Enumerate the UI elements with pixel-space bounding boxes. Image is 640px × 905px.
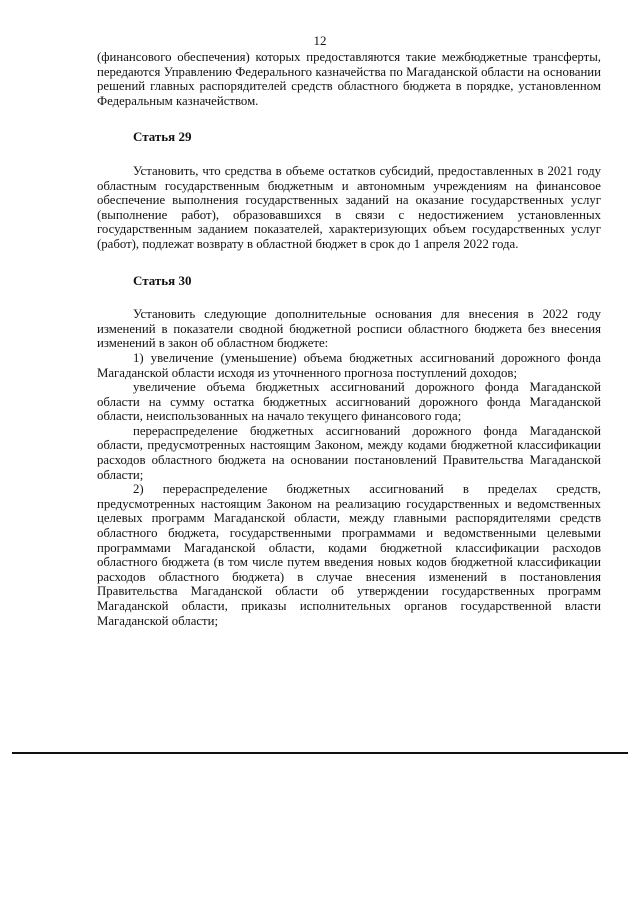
article-29-title: Статья 29 xyxy=(133,129,192,145)
document-body xyxy=(97,50,601,628)
article-30-paragraph-2: 1) увеличение (уменьшение) объема бюджетных ассигнований дорожного фонда Магаданской области исходя из уточненного прогноза поступлений доходов; xyxy=(97,350,601,380)
article-30-paragraph-1: Установить следующие дополнительные основания для внесения в 2022 году изменений в показатели сводной бюджетной росписи областного бюджета без внесения изменений в закон об областном бюджете: xyxy=(97,307,601,351)
article-30-paragraph-4: перераспределение бюджетных ассигнований дорожного фонда Магаданской области, предусмотренных настоящим Законом, между кодами бюджетной классификации расходов областного бюджета на основании постановлений Правительства Магаданской области; xyxy=(97,423,601,482)
article-30-paragraph-5: 2) перераспределение бюджетных ассигнований в пределах средств, предусмотренных настоящим Законом на реализацию государственных и ведомственных целевых программ Магаданской области, между главными распорядителями средств областного бюджета, государственными программами и ведомственными целевыми программами Магаданской области, кодами бюджетной классификации расходов областного бюджета (в том числе путем введения новых кодов бюджетной классификации расходов областного бюджета) в случае внесения изменений в постановления Правительства Магаданской области об утверждении государственных программ Магаданской области, приказы исполнительных органов государственной власти Магаданской области; xyxy=(97,482,601,628)
intro-paragraph: (финансового обеспечения) которых предоставляются такие межбюджетные трансферты, передаются Управлению Федерального казначейства по Магаданской области на основании решений главных распорядителей средств областного бюджета в порядке, установленном Федеральным казначейством. xyxy=(97,50,601,108)
article-30-paragraph-3: увеличение объема бюджетных ассигнований дорожного фонда Магаданской области на сумму остатка бюджетных ассигнований дорожного фонда Магаданской области, неиспользованных на начало текущего финансового года; xyxy=(97,380,601,424)
article-30-title: Статья 30 xyxy=(133,272,192,288)
article-29-text: Установить, что средства в объеме остатков субсидий, предоставленных в 2021 году областным государственным бюджетным и автономным учреждениям на финансовое обеспечение выполнения государственных заданий на оказание государственных услуг (выполнение работ), образовавшихся в связи с недостижением установленных государственным заданием показателей, характеризующих объем государственных услуг (работ), подлежат возврату в областной бюджет в срок до 1 апреля 2022 года. xyxy=(97,163,601,251)
footer-divider xyxy=(12,752,628,754)
page-number: 12 xyxy=(313,33,327,48)
